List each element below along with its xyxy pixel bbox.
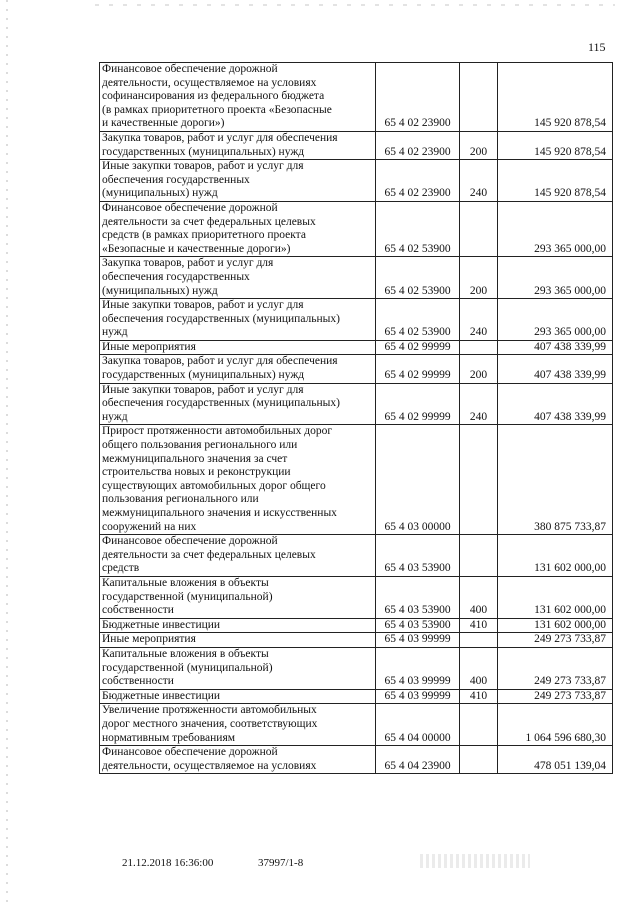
row-amount-cell: 293 365 000,00 — [498, 201, 613, 256]
row-csr-code-cell: 65 4 02 53900 — [376, 201, 460, 256]
table-row — [100, 383, 613, 425]
row-csr-code-cell: 65 4 03 53900 — [376, 576, 460, 618]
table-row — [100, 355, 613, 383]
row-name-cell: Увеличение протяженности автомобильных дорог местного значения, соответствующих нормативным требованиям — [100, 704, 376, 746]
row-expense-type-cell — [460, 746, 498, 774]
row-amount-cell: 478 051 139,04 — [498, 746, 613, 774]
row-name-cell: Финансовое обеспечение дорожной деятельности за счет федеральных целевых средств — [100, 535, 376, 577]
row-expense-type-cell — [460, 201, 498, 256]
row-expense-type-cell: 410 — [460, 689, 498, 704]
row-amount-cell: 145 920 878,54 — [498, 131, 613, 159]
row-name-cell: Бюджетные инвестиции — [100, 689, 376, 704]
row-csr-code-cell: 65 4 03 99999 — [376, 647, 460, 689]
row-expense-type-cell: 240 — [460, 383, 498, 425]
row-name-cell: Закупка товаров, работ и услуг для обеспечения государственных (муниципальных) нужд — [100, 131, 376, 159]
row-amount-cell: 380 875 733,87 — [498, 425, 613, 535]
row-expense-type-cell — [460, 63, 498, 132]
table-row — [100, 704, 613, 746]
row-expense-type-cell — [460, 340, 498, 355]
row-amount-cell: 293 365 000,00 — [498, 299, 613, 341]
row-amount-cell: 293 365 000,00 — [498, 257, 613, 299]
row-csr-code-cell: 65 4 02 23900 — [376, 63, 460, 132]
budget-table — [99, 62, 613, 774]
row-name-cell: Финансовое обеспечение дорожной деятельности, осуществляемое на условиях софинансирования из федерального бюджета (в рамках приоритетного проекта «Безопасные и качественные дороги») — [100, 63, 376, 132]
row-amount-cell: 1 064 596 680,30 — [498, 704, 613, 746]
table-row — [100, 201, 613, 256]
row-name-cell: Закупка товаров, работ и услуг для обеспечения государственных (муниципальных) нужд — [100, 257, 376, 299]
table-row — [100, 160, 613, 202]
row-expense-type-cell: 200 — [460, 257, 498, 299]
row-csr-code-cell: 65 4 03 99999 — [376, 689, 460, 704]
table-row — [100, 535, 613, 577]
row-amount-cell: 131 602 000,00 — [498, 535, 613, 577]
row-name-cell: Иные закупки товаров, работ и услуг для обеспечения государственных (муниципальных) нужд — [100, 160, 376, 202]
row-name-cell: Иные мероприятия — [100, 633, 376, 648]
row-name-cell: Прирост протяженности автомобильных дорог общего пользования регионального или межмуниципального значения за счет строительства новых и реконструкции существующих автомобильных дорог общего пользования регионального или межмуниципального значения и искусственных сооружений на них — [100, 425, 376, 535]
row-csr-code-cell: 65 4 03 00000 — [376, 425, 460, 535]
row-csr-code-cell: 65 4 03 53900 — [376, 535, 460, 577]
row-csr-code-cell: 65 4 02 99999 — [376, 340, 460, 355]
table-row — [100, 299, 613, 341]
table-row — [100, 340, 613, 355]
row-amount-cell: 249 273 733,87 — [498, 647, 613, 689]
table-row — [100, 63, 613, 132]
row-amount-cell: 145 920 878,54 — [498, 160, 613, 202]
row-name-cell: Финансовое обеспечение дорожной деятельности за счет федеральных целевых средств (в рамках приоритетного проекта «Безопасные и качественные дороги») — [100, 201, 376, 256]
table-row — [100, 647, 613, 689]
row-expense-type-cell: 200 — [460, 355, 498, 383]
row-csr-code-cell: 65 4 02 99999 — [376, 355, 460, 383]
table-row — [100, 131, 613, 159]
row-csr-code-cell: 65 4 04 23900 — [376, 746, 460, 774]
budget-table-body — [100, 63, 613, 774]
row-csr-code-cell: 65 4 02 99999 — [376, 383, 460, 425]
row-name-cell: Иные закупки товаров, работ и услуг для обеспечения государственных (муниципальных) нужд — [100, 383, 376, 425]
row-name-cell: Финансовое обеспечение дорожной деятельности, осуществляемое на условиях — [100, 746, 376, 774]
table-row — [100, 257, 613, 299]
row-name-cell: Закупка товаров, работ и услуг для обеспечения государственных (муниципальных) нужд — [100, 355, 376, 383]
row-amount-cell: 131 602 000,00 — [498, 576, 613, 618]
table-row — [100, 633, 613, 648]
row-expense-type-cell — [460, 535, 498, 577]
row-csr-code-cell: 65 4 04 00000 — [376, 704, 460, 746]
footer-document-id: 37997/1-8 — [258, 857, 304, 869]
row-expense-type-cell: 240 — [460, 299, 498, 341]
row-csr-code-cell: 65 4 02 53900 — [376, 299, 460, 341]
row-amount-cell: 145 920 878,54 — [498, 63, 613, 132]
row-name-cell: Иные мероприятия — [100, 340, 376, 355]
table-row — [100, 425, 613, 535]
row-expense-type-cell: 400 — [460, 576, 498, 618]
page-number: 115 — [588, 40, 606, 54]
row-csr-code-cell: 65 4 03 99999 — [376, 633, 460, 648]
row-amount-cell: 407 438 339,99 — [498, 355, 613, 383]
row-expense-type-cell — [460, 633, 498, 648]
row-expense-type-cell: 400 — [460, 647, 498, 689]
row-name-cell: Капитальные вложения в объекты государственной (муниципальной) собственности — [100, 576, 376, 618]
table-row — [100, 746, 613, 774]
table-row — [100, 618, 613, 633]
table-row — [100, 576, 613, 618]
row-amount-cell: 249 273 733,87 — [498, 633, 613, 648]
table-row — [100, 689, 613, 704]
row-name-cell: Бюджетные инвестиции — [100, 618, 376, 633]
row-amount-cell: 407 438 339,99 — [498, 340, 613, 355]
footer-timestamp: 21.12.2018 16:36:00 — [122, 857, 214, 869]
row-amount-cell: 131 602 000,00 — [498, 618, 613, 633]
row-expense-type-cell: 200 — [460, 131, 498, 159]
row-name-cell: Иные закупки товаров, работ и услуг для обеспечения государственных (муниципальных) нужд — [100, 299, 376, 341]
row-csr-code-cell: 65 4 02 23900 — [376, 160, 460, 202]
row-csr-code-cell: 65 4 02 23900 — [376, 131, 460, 159]
scan-artifact-top — [95, 4, 615, 6]
row-expense-type-cell — [460, 704, 498, 746]
row-csr-code-cell: 65 4 03 53900 — [376, 618, 460, 633]
row-expense-type-cell: 410 — [460, 618, 498, 633]
scan-artifact-margin — [6, 0, 8, 905]
footer-stamp-mark — [420, 854, 530, 868]
row-csr-code-cell: 65 4 02 53900 — [376, 257, 460, 299]
row-expense-type-cell: 240 — [460, 160, 498, 202]
row-expense-type-cell — [460, 425, 498, 535]
row-name-cell: Капитальные вложения в объекты государственной (муниципальной) собственности — [100, 647, 376, 689]
row-amount-cell: 407 438 339,99 — [498, 383, 613, 425]
row-amount-cell: 249 273 733,87 — [498, 689, 613, 704]
